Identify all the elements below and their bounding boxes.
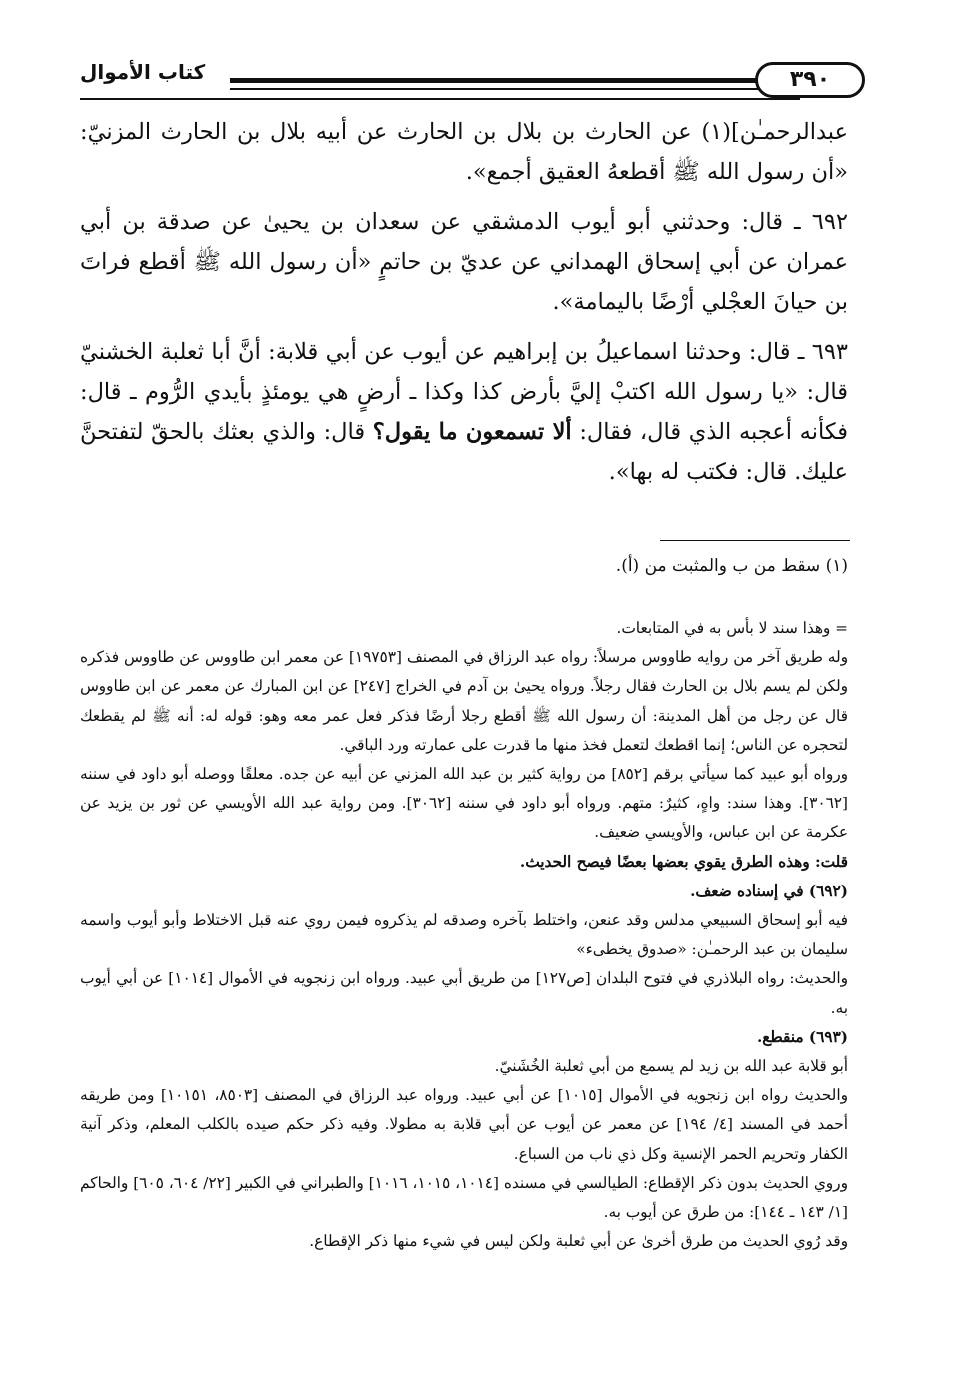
- hadith-693-part-a: ٦٩٣ ـ قال: وحدثنا اسماعيلُ بن إبراهيم عن أيوب عن أبي قلابة: أنَّ أبا ثعلبة الخشنيّ قال: «يا رسول الله اكتبْ إليَّ بأرض كذا وكذا ـ أرضٍ هي يومئذٍ بأيدي الرُّوم ـ قال: فكأنه أعجبه الذي قال، فقال:: [80, 339, 849, 445]
- note-693-final: وقد رُوي الحديث من طرق أخرىٰ عن أبي ثعلبة ولكن ليس في شيء منها ذكر الإقطاع.: [309, 1232, 848, 1251]
- note-conclusion: قلت: وهذه الطرق يقوي بعضها بعضًا فيصح الحديث.: [519, 852, 848, 871]
- note-693-sources: والحديث رواه ابن زنجويه في الأموال [١٠١٥] عن أبي عبيد. ورواه عبد الرزاق في المصنف [٨٥٠٣، ١٠١٥١] ومن طريقه أحمد في المسند [٤/ ١٩٤] عن معمر عن أيوب عن أبي قلابة به مطولا. وفيه ذكر حكم صيده بالكلب المعلم، وذكر آنية الكفار وتحريم الحمر الإنسية وكل ذي ناب من السباع.: [80, 1086, 848, 1163]
- note-692-sources: والحديث: رواه البلاذري في فتوح البلدان [ص١٢٧] من طريق أبي عبيد. ورواه ابن زنجويه في الأموال [١٠١٤] عن أبي أيوب به.: [80, 969, 848, 1017]
- commentary-notes: [80, 614, 848, 1256]
- note-heading-693: (٦٩٣) منقطع.: [756, 1027, 848, 1046]
- header-rule-thick: [230, 78, 800, 83]
- main-paragraph-693: [80, 332, 848, 492]
- footnote-1: (١) سقط من ب والمثبت من (أ).: [615, 556, 848, 576]
- note-693-other-routes: وروي الحديث بدون ذكر الإقطاع: الطيالسي في مسنده [١٠١٤، ١٠١٥، ١٠١٦] والطبراني في الكبير [٢٢/ ٦٠٤، ٦٠٥] والحاكم [١/ ١٤٣ ـ ١٤٤]: من طرق عن أيوب به.: [80, 1173, 848, 1222]
- note-tawus-route: وله طريق آخر من روايه طاووس مرسلاً: رواه عبد الرزاق في المصنف [١٩٧٥٣] عن معمر ابن طاووس عن طاووس فذكره ولكن لم يسم بلال بن الحارث فقال رجلاً. ورواه يحيىٰ بن آدم في الخراج [٢٤٧] عن ابن المبارك عن معمر عن ابن طاووس قال عن رجل من أهل المدينة: أن رسول الله ﷺ أقطع رجلا أرضًا فذكر فعل عمر معه وهو: قوله له: أنه ﷺ لم يقطعك لتحجره عن الناس؛ إنما اقطعك لتعمل فخذ منها ما قدرت على عمارته ورد الباقي.: [80, 648, 849, 754]
- hadith-693-bold-phrase: ألا تسمعون ما يقول؟: [372, 419, 572, 445]
- page-number: ٣٩٠: [755, 62, 865, 98]
- main-text: [80, 112, 848, 502]
- main-paragraph-1: عبدالرحمـٰن](١) عن الحارث بن بلال بن الحارث عن أبيه بلال بن الحارث المزنيّ: «أن رسول الله ﷺ أقطعهُ العقيق أجمع».: [80, 119, 848, 185]
- note-693-isnad: أبو قلابة عبد الله بن زيد لم يسمع من أبي ثعلبة الخُشَنيّ.: [494, 1057, 848, 1076]
- header-rule-long: [80, 98, 800, 100]
- header-rule-thin: [230, 88, 800, 90]
- note-abu-ubayd-route: ورواه أبو عبيد كما سيأتي برقم [٨٥٢] من رواية كثير بن عبد الله المزني عن أبيه عن جده. معلقًا ووصله أبو داود في سننه [٣٠٦٢]. وهذا سند: واهٍ، كثيرٌ: متهم. ورواه أبو داود في سننه [٣٠٦٢]. ومن رواية عبد الله الأويسي عن ثور بن يزيد عن عكرمة عن ابن عباس، والأويسي ضعيف.: [80, 765, 848, 842]
- note-continuation: = وهذا سند لا بأس به في المتابعات.: [616, 619, 848, 637]
- book-title: كتاب الأموال: [80, 60, 206, 84]
- note-heading-692: (٦٩٢) في إسناده ضعف.: [690, 881, 848, 900]
- main-paragraph-692: ٦٩٢ ـ قال: وحدثني أبو أيوب الدمشقي عن سعدان بن يحيىٰ عن صدقة بن أبي عمران عن أبي إسحاق الهمداني عن عديّ بن حاتمٍ «أن رسول الله ﷺ أقطع فراتَ بن حيانَ العجْلي أرْضًا باليمامة».: [80, 209, 848, 315]
- hadith-693-part-b: قال: والذي بعثك بالحقّ لتفتحنَّ عليك. قال: فكتب له بها».: [80, 419, 848, 485]
- note-692-isnad: فيه أبو إسحاق السبيعي مدلس وقد عنعن، واختلط بآخره وصدقه لم يذكروه فيمن روي عنه قبل الاختلاط وأبو أيوب واسمه سليمان بن عبد الرحمـٰن: «صدوق يخطىء»: [80, 911, 848, 959]
- footnote-separator: [660, 540, 850, 541]
- page-header: [80, 58, 860, 108]
